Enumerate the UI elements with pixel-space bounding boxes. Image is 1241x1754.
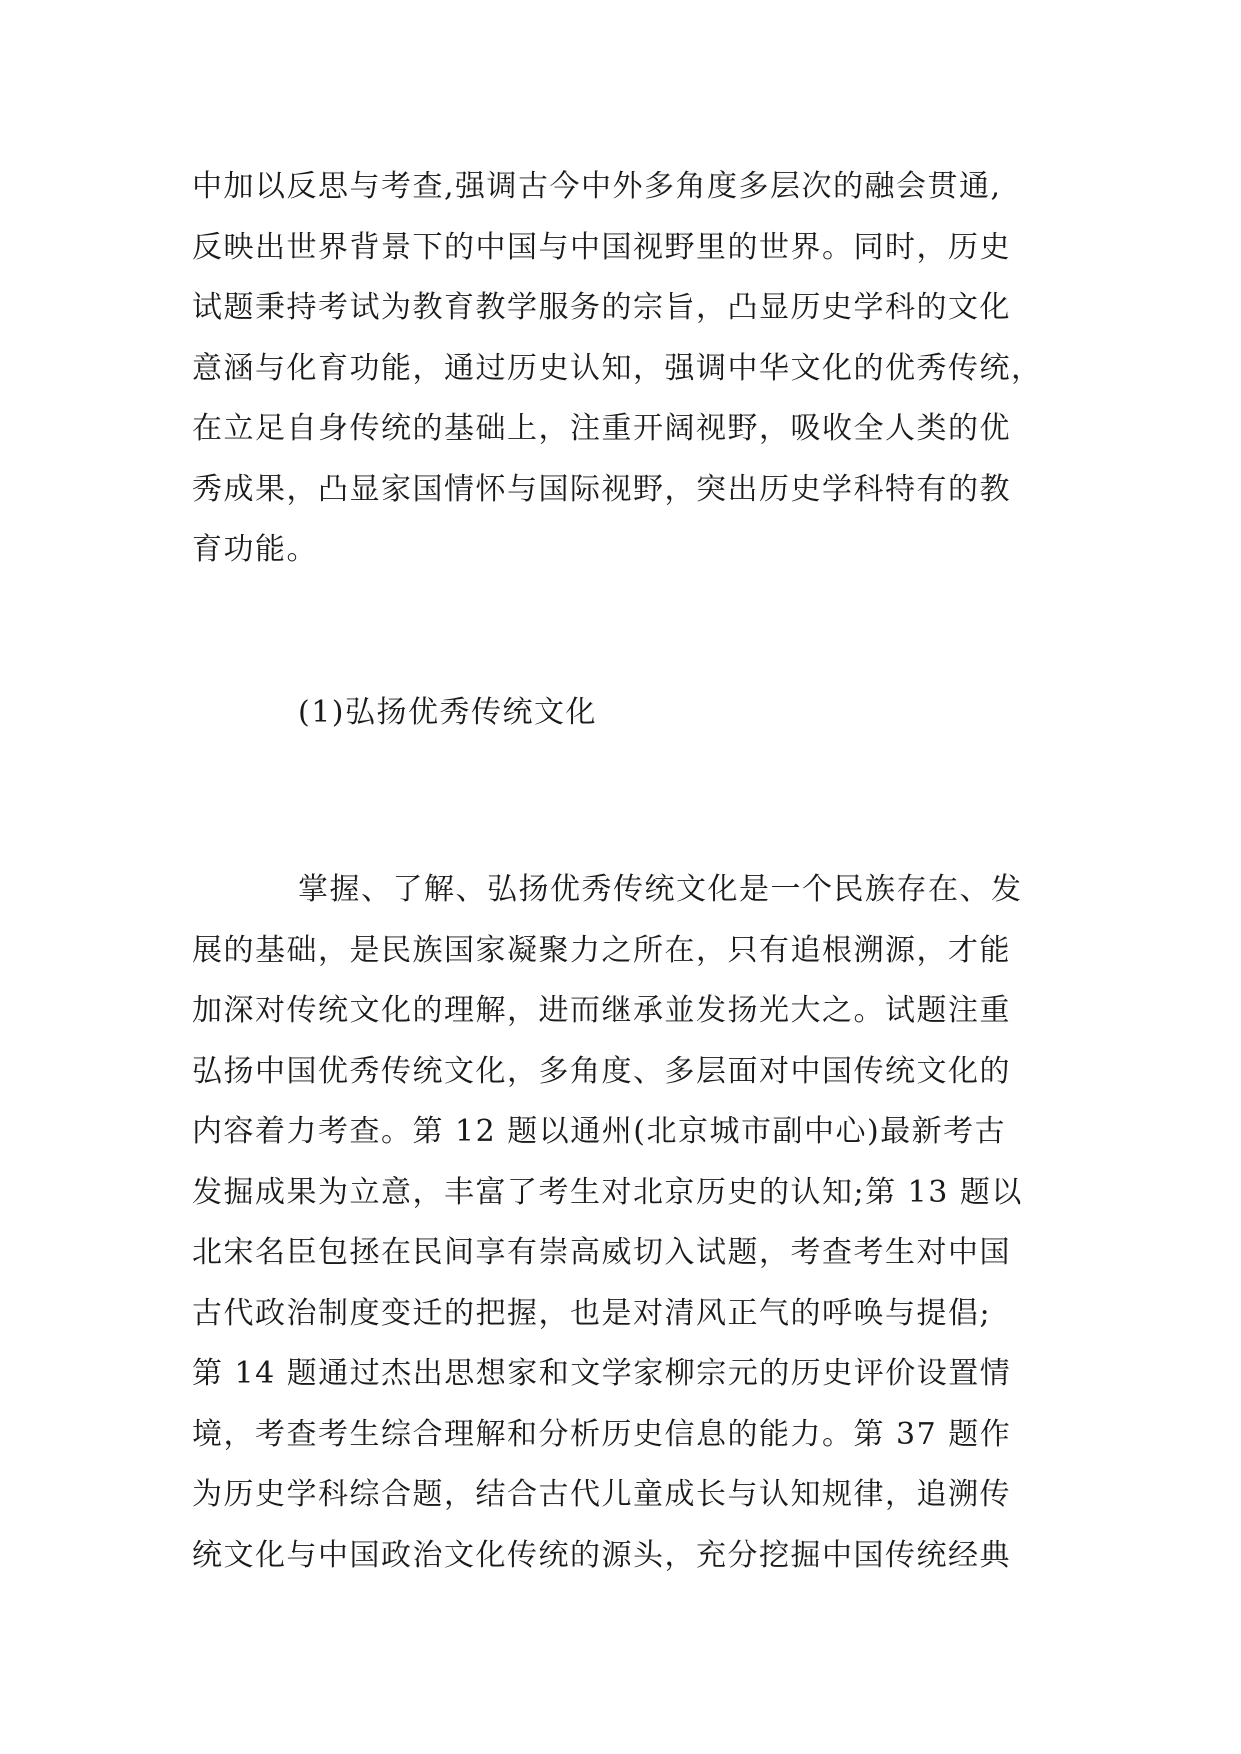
paragraph-line: 第 14 题通过杰出思想家和文学家柳宗元的历史评价设置情 xyxy=(192,1356,1012,1391)
paragraph-line: 加深对传统文化的理解，进而继承並发扬光大之。试题注重 xyxy=(192,993,1011,1028)
paragraph-2 xyxy=(192,860,1072,1586)
section-heading: (1)弘扬优秀传统文化 xyxy=(298,695,597,730)
paragraph-line: 在立足自身传统的基础上，注重开阔视野，吸收全人类的优 xyxy=(192,411,1011,446)
paragraph-line: 试题秉持考试为教育教学服务的宗旨，凸显历史学科的文化 xyxy=(192,290,1011,325)
paragraph-line: 统文化与中国政治文化传统的源头，充分挖掘中国传统经典 xyxy=(192,1537,1011,1573)
paragraph-line: 掌握、了解、弘扬优秀传统文化是一个民族存在、发 xyxy=(298,872,1023,907)
paragraph-line: 发掘成果为立意，丰富了考生对北京历史的认知;第 13 题以 xyxy=(192,1174,1023,1210)
paragraph-line: 内容着力考查。第 12 题以通州(北京城市副中心)最新考古 xyxy=(192,1114,1007,1149)
paragraph-line: 展的基础，是民族国家凝聚力之所在，只有追根溯源，才能 xyxy=(192,932,1011,968)
paragraph-line: 育功能。 xyxy=(192,532,318,567)
paragraph-line: 秀成果，凸显家国情怀与国际视野，突出历史学科特有的教 xyxy=(192,471,1011,507)
paragraph-line: 为历史学科综合题，结合古代儿童成长与认知规律，追溯传 xyxy=(192,1477,1011,1512)
paragraph-line: 反映出世界背景下的中国与中国视野里的世界。同时，历史 xyxy=(192,229,1011,265)
paragraph-line: 中加以反思与考查,强调古今中外多角度多层次的融会贯通, xyxy=(192,169,1002,204)
paragraph-line: 弘扬中国优秀传统文化，多角度、多层面对中国传统文化的 xyxy=(192,1053,1011,1089)
paragraph-line: 古代政治制度变迁的把握，也是对清风正气的呼唤与提倡; xyxy=(192,1295,992,1331)
paragraph-line: 北宋名臣包拯在民间享有崇高威切入试题，考查考生对中国 xyxy=(192,1235,1011,1270)
paragraph-1 xyxy=(192,157,1072,581)
paragraph-line: 意涵与化育功能，通过历史认知，强调中华文化的优秀传统， xyxy=(192,350,1043,386)
paragraph-line: 境，考查考生综合理解和分析历史信息的能力。第 37 题作 xyxy=(192,1416,1012,1452)
